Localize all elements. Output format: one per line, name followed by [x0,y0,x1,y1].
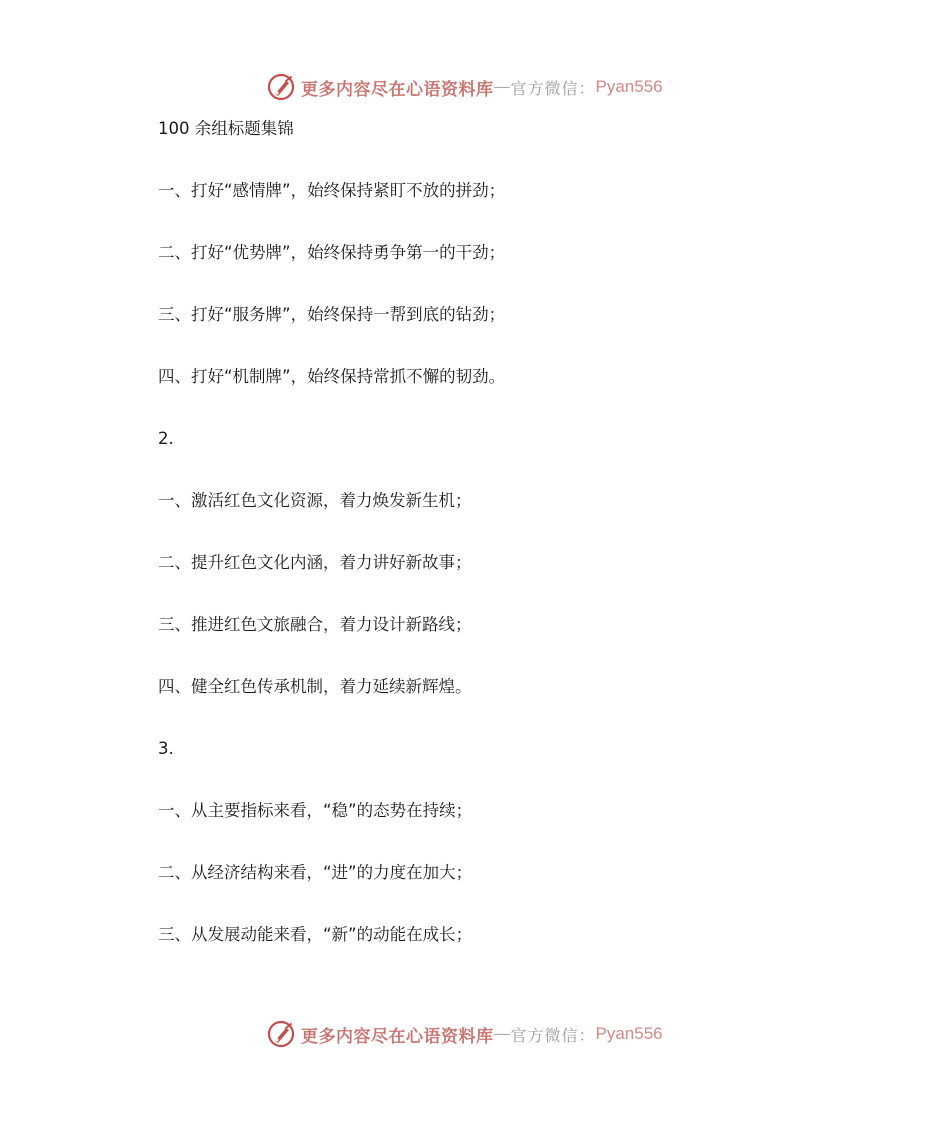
text-line: 三、从发展动能来看，“新”的动能在成长； [158,925,473,944]
text-line: 三、打好“服务牌”，始终保持一帮到底的钻劲； [158,305,506,324]
document-body [158,114,858,982]
watermark-wechat-id: Pyan556 [595,77,663,96]
watermark-sub-text: 官方微信： [510,78,596,98]
text-line: 一、从主要指标来看，“稳”的态势在持续； [158,801,473,820]
section-number: 3. [158,739,174,758]
text-line: 三、推进红色文旅融合，着力设计新路线； [158,615,472,634]
header-watermark [266,70,663,104]
text-line: 二、打好“优势牌”，始终保持勇争第一的干劲； [158,243,506,262]
watermark-dash: — [493,1024,511,1044]
text-line: 一、打好“感情牌”，始终保持紧盯不放的拼劲； [158,181,506,200]
text-line: 一、激活红色文化资源，着力焕发新生机； [158,491,472,510]
text-line: 二、提升红色文化内涵，着力讲好新故事； [158,553,472,572]
document-title: 100 余组标题集锦 [158,119,294,138]
text-line: 二、从经济结构来看，“进”的力度在加大； [158,863,473,882]
watermark-dash: — [493,77,511,97]
watermark-main-text: 更多内容尽在心语资料库 [301,79,494,100]
watermark-wechat-id: Pyan556 [595,1024,663,1043]
quill-pen-icon [266,72,296,102]
section-number: 2. [158,429,174,448]
watermark-main-text: 更多内容尽在心语资料库 [301,1026,494,1047]
watermark-sub-text: 官方微信： [510,1025,596,1045]
text-line: 四、健全红色传承机制，着力延续新辉煌。 [158,677,472,696]
text-line: 四、打好“机制牌”，始终保持常抓不懈的韧劲。 [158,367,506,386]
quill-pen-icon [266,1019,296,1049]
footer-watermark [266,1017,663,1051]
